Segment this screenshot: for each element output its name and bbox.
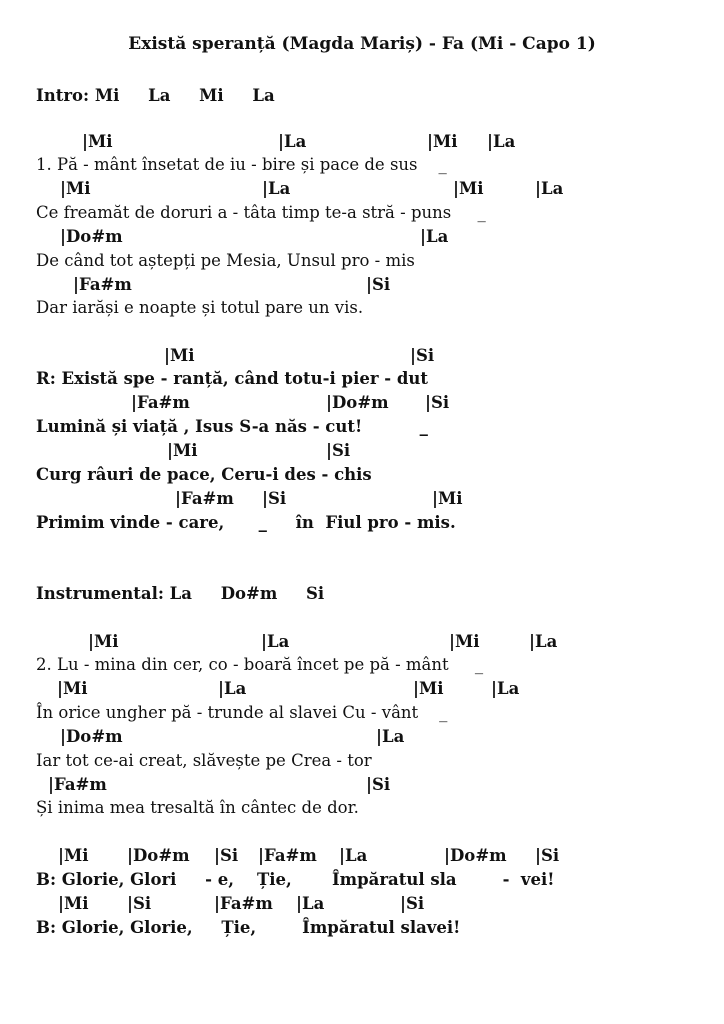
lyric-line [0,918,724,942]
chord-line [0,179,724,203]
chord-line [0,679,724,703]
chord: |Mi [413,679,444,698]
chord: |La [339,846,368,865]
chord: |Si [214,846,239,865]
lyric-line [0,751,724,775]
chord-line [0,441,724,465]
lyric-text: Lumină și viață , Isus S-a năs - cut! _ [36,417,428,436]
chord: |Mi [58,846,89,865]
chord: |Si [262,489,287,508]
chord: |Mi [449,632,480,651]
chord: |Fa#m [175,489,234,508]
chord-line [0,346,724,370]
chord: |La [376,727,405,746]
chord: |Si [425,393,450,412]
lyric-line [0,513,724,537]
chord: |Do#m [444,846,507,865]
chord: |La [491,679,520,698]
chord-line [0,227,724,251]
chord: |Fa#m [131,393,190,412]
chord: |Do#m [60,727,123,746]
chord-line [0,275,724,299]
chord-line [0,632,724,656]
chord-line [0,727,724,751]
chord: |Si [400,894,425,913]
chord-line [0,393,724,417]
chord: |La [296,894,325,913]
chord: |La [420,227,449,246]
lyric-line [0,203,724,227]
lyric-line [0,369,724,393]
chord-line [0,846,724,870]
lyric-text: 2. Lu - mina din cer, co - boară încet pe pă - mânt _ [36,655,484,674]
chord: |Fa#m [214,894,273,913]
chord: |Mi [82,132,113,151]
lyric-text: Și inima mea tresaltă în cântec de dor. [36,798,359,817]
chord: |Mi [58,894,89,913]
chord: |La [278,132,307,151]
lyric-line [0,155,724,179]
chord: |Do#m [60,227,123,246]
lyric-line [0,703,724,727]
chord: |Mi [427,132,458,151]
chord-line [0,132,724,156]
chord: |Si [326,441,351,460]
chord: |La [261,632,290,651]
lyric-text: Primim vinde - care, _ în Fiul pro - mis. [36,513,456,532]
chord: |Si [535,846,560,865]
lyric-line [0,417,724,441]
chord: |Mi [164,346,195,365]
lyric-text: Iar tot ce-ai creat, slăvește pe Crea - tor [36,751,372,770]
chord: |La [535,179,564,198]
chord: |La [262,179,291,198]
chord: |Fa#m [258,846,317,865]
chord: |Mi [88,632,119,651]
chord-line [0,775,724,799]
chord: |Si [366,775,391,794]
chord: |Mi [453,179,484,198]
chord: |Si [410,346,435,365]
lyric-line [0,584,724,608]
page-title: Există speranță (Magda Mariș) - Fa (Mi - Capo 1) [128,34,596,54]
lyric-text: Ce freamăt de doruri a - tâta timp te-a stră - puns _ [36,203,486,222]
chord: |La [218,679,247,698]
lyric-line [0,251,724,275]
lyric-text: Dar iarăși e noapte și totul pare un vis. [36,298,364,317]
chord-line [0,489,724,513]
chord: |Fa#m [73,275,132,294]
lyric-text: Curg râuri de pace, Ceru-i des - chis [36,465,372,484]
lyric-line [0,465,724,489]
lyric-line [0,870,724,894]
lyric-text: R: Există spe - ranță, când totu-i pier - dut [36,369,429,388]
lyric-text: Intro: Mi La Mi La [36,86,275,105]
chord: |La [529,632,558,651]
lyric-line [0,655,724,679]
chord: |Mi [167,441,198,460]
lyric-line [0,298,724,322]
lyric-text: De când tot aștepți pe Mesia, Unsul pro - mis [36,251,415,270]
lyric-line [0,798,724,822]
chord: |Do#m [127,846,190,865]
chord: |Mi [57,679,88,698]
chord: |La [487,132,516,151]
chord: |Si [127,894,152,913]
chord: |Si [366,275,391,294]
lyric-line [0,86,724,110]
lyric-text: B: Glorie, Glori - e, Ție, Împăratul sla - vei! [36,870,555,889]
chord: |Mi [432,489,463,508]
chord: |Fa#m [48,775,107,794]
lyric-text: Instrumental: La Do#m Si [36,584,325,603]
lyric-text: În orice ungher pă - trunde al slavei Cu - vânt _ [36,703,448,722]
chord-line [0,894,724,918]
lyric-text: B: Glorie, Glorie, Ție, Împăratul slavei! [36,918,461,937]
chord: |Do#m [326,393,389,412]
lyric-text: 1. Pă - mânt însetat de iu - bire și pace de sus _ [36,155,447,174]
chord: |Mi [60,179,91,198]
